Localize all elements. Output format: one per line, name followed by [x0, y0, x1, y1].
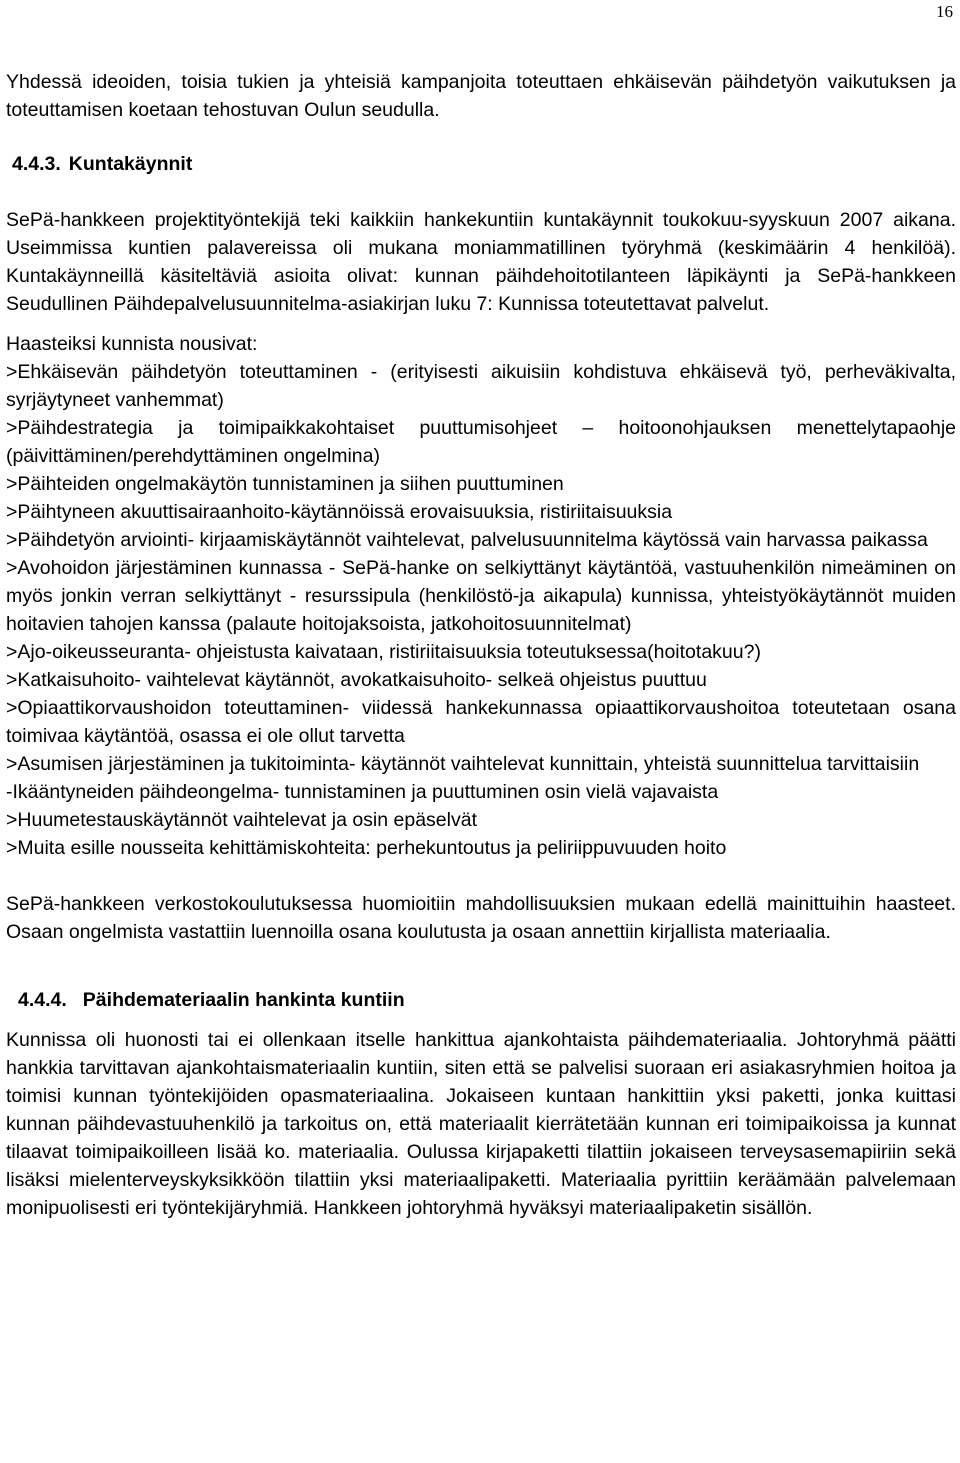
section-heading-paihdemateriaalin-hankinta — [6, 986, 956, 1014]
section-number: 4.4.3. — [12, 153, 61, 175]
document-body — [6, 68, 956, 1222]
section-number: 4.4.4. — [18, 989, 67, 1011]
challenge-item: >Päihdetyön arviointi- kirjaamiskäytännöt vaihtelevat, palvelusuunnitelma käytössä vain harvassa paikassa — [6, 529, 928, 551]
challenge-item: >Päihteiden ongelmakäytön tunnistaminen ja siihen puuttuminen — [6, 473, 564, 495]
challenge-item: >Ehkäisevän päihdetyön toteuttaminen - (erityisesti aikuisiin kohdistuva ehkäisevä työ, perheväkivalta, syrjäytyneet vanhemmat) — [6, 361, 956, 411]
challenge-item: >Huumetestauskäytännöt vaihtelevat ja osin epäselvät — [6, 809, 477, 831]
challenge-item: -Ikääntyneiden päihdeongelma- tunnistaminen ja puuttuminen osin vielä vajavaista — [6, 781, 719, 803]
challenge-item: >Päihdestrategia ja toimipaikkakohtaiset puuttumisohjeet – hoitoonohjauksen menettelytapaohje (päivittäminen/perehdyttäminen ongelmina) — [6, 417, 956, 467]
intro-paragraph: Yhdessä ideoiden, toisia tukien ja yhteisiä kampanjoita toteuttaen ehkäisevän päihdetyön vaikutuksen ja toteuttamisen koetaan tehostuvan Oulun seudulla. — [6, 71, 956, 121]
challenge-item: >Ajo-oikeusseuranta- ohjeistusta kaivataan, ristiriitaisuuksia toteutuksessa(hoitotakuu?) — [6, 641, 761, 663]
challenge-item: >Muita esille nousseita kehittämiskohteita: perhekuntoutus ja peliriippuvuuden hoito — [6, 837, 727, 859]
training-paragraph: SePä-hankkeen verkostokoulutuksessa huomioitiin mahdollisuuksien mukaan edellä mainittuihin haasteet. Osaan ongelmista vastattiin luennoilla osana koulutusta ja osaan annettiin kirjallista materiaalia. — [6, 893, 956, 943]
challenge-item: >Opiaattikorvaushoidon toteuttaminen- viidessä hankekunnassa opiaattikorvaushoitoa toteutetaan osana toimivaa käytäntöä, osassa ei ole ollut tarvetta — [6, 697, 956, 747]
challenge-item: >Katkaisuhoito- vaihtelevat käytännöt, avokatkaisuhoito- selkeä ohjeistus puuttuu — [6, 669, 707, 691]
page-number: 16 — [936, 2, 953, 21]
section-title: Päihdemateriaalin hankinta kuntiin — [82, 989, 405, 1011]
challenge-item: >Asumisen järjestäminen ja tukitoiminta- käytännöt vaihtelevat kunnittain, yhteistä suunnittelua tarvittaisiin — [6, 753, 920, 775]
challenges-heading: Haasteiksi kunnista nousivat: — [6, 333, 258, 355]
kuntakaynnit-paragraph: SePä-hankkeen projektityöntekijä teki kaikkiin hankekuntiin kuntakäynnit toukokuu-syyskuun 2007 aikana. Useimmissa kuntien palavereissa oli mukana moniammatillinen työryhmä (keskimäärin 4 henkilöä). Kuntakäynneillä käsiteltäviä asioita olivat: kunnan päihdehoitotilanteen läpikäynti ja SePä-hankkeen Seudullinen Päihdepalvelusuunnitelma-asiakirjan luku 7: Kunnissa toteutettavat palvelut. — [6, 209, 956, 315]
challenge-item: >Päihtyneen akuuttisairaanhoito-käytännöissä erovaisuuksia, ristiriitaisuuksia — [6, 501, 673, 523]
section-title: Kuntakäynnit — [68, 153, 193, 175]
section-heading-kuntakaynnit — [6, 150, 956, 178]
materiaali-paragraph: Kunnissa oli huonosti tai ei ollenkaan itselle hankittua ajankohtaista päihdemateriaalia. Johtoryhmä päätti hankkia tarvittavan ajankohtaismateriaalin kuntiin, siten että se palvelisi suoraan eri asiakasryhmien hoitoa ja toimisi kunnan työntekijöiden opasmateriaalina. Jokaiseen kuntaan hankittiin yksi paketti, jonka kuittasi kunnan päihdevastuuhenkilö ja tarkoitus on, että materiaalit kierrätetään kunnan eri toimipaikoissa ja kunnat tilaavat toimipaikoilleen lisää ko. materiaalia. Oulussa kirjapaketti tilattiin jokaiseen terveysasemapiiriin sekä lisäksi mielenterveyskyksikköön tilattiin yksi materiaalipaketti. Materiaalia pyrittiin keräämään palvelemaan monipuolisesti eri työntekijäryhmiä. Hankkeen johtoryhmä hyväksyi materiaalipaketin sisällön. — [6, 1029, 956, 1219]
challenge-item: >Avohoidon järjestäminen kunnassa - SePä-hanke on selkiyttänyt käytäntöä, vastuuhenkilön nimeäminen on myös jonkin verran selkiyttänyt - resurssipula (henkilöstö-ja aikapula) kunnissa, yhteistyökäytännöt muiden hoitavien tahojen kanssa (palaute hoitojaksoista, jatkohoitosuunnitelmat) — [6, 557, 956, 635]
